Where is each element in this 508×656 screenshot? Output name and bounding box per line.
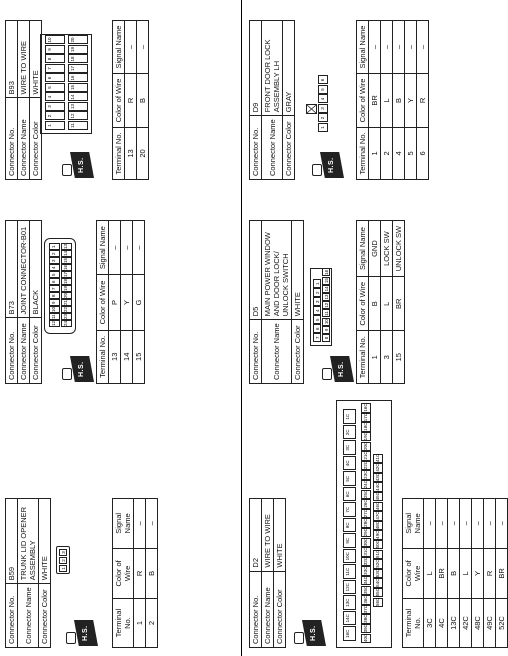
pin: 7 [45,64,65,73]
pin: 16 [324,269,329,275]
th-color-of-wire: Color of Wire [113,548,134,598]
label-connector-name: Connector Name [262,320,292,384]
connector-d2-no: D2 [250,499,262,572]
label-connector-color: Connector Color [39,584,51,648]
table-row: 1 BR – [369,21,381,180]
th-color-of-wire: Color of Wire [403,548,424,598]
pin: 20C [361,442,371,451]
pin: 2 [45,112,65,121]
pin: 3 [313,298,321,307]
pin: 38C [361,614,371,623]
connector-icon [62,368,72,380]
pin: 17 [68,64,88,73]
connector-d2-face [336,400,392,648]
th-terminal-no: Terminal No. [97,330,109,383]
d2-terminal-table [402,498,508,648]
pin: 47C [373,511,383,520]
table-row: 14 Y – [121,221,133,384]
pin: 2 [59,557,67,564]
th-terminal-no: Terminal No. [113,599,134,648]
pin: 49C [373,530,383,539]
pin: 16C [343,627,356,642]
pin: 30C [361,538,371,547]
d9-terminal-table [356,20,429,180]
label-connector-color: Connector Color [283,116,295,180]
label-connector-no: Connector No. [6,584,18,648]
connector-icon [62,164,72,176]
connector-b73 [5,220,42,384]
pin: 16 [61,265,72,272]
connector-d5-face [310,268,332,346]
label-connector-color: Connector Color [30,318,42,384]
th-terminal-no: Terminal No. [113,127,125,179]
pin: 15 [324,278,329,284]
label-connector-name: Connector Name [262,571,274,647]
connector-b59-info [5,498,51,648]
pin: 55C [373,588,383,597]
th-signal-name: Signal Name [97,221,109,275]
pin: 4 [45,93,65,102]
pin: 3C [343,441,356,456]
pin: 22C [361,461,371,470]
pin: 2C [343,425,356,440]
pin: 1C [343,410,356,425]
pin: 48C [373,521,383,530]
connector-d9-name: FRONT DOOR LOCK ASSEMBLY LH [262,21,283,116]
connector-b59-name: TRUNK LID OPENER ASSEMBLY [18,499,39,584]
pin: 16C [361,403,371,412]
pin: 20 [68,36,88,45]
pin: 43C [373,473,383,482]
th-signal-name: Signal Name [113,499,134,549]
pin: 27C [361,509,371,518]
label-connector-color: Connector Color [292,320,304,384]
pin: 1 [49,244,60,251]
connector-d5-pins [356,220,405,384]
pin: 14 [61,251,72,258]
hs-label: H.S. [328,157,335,173]
pin: 26C [361,499,371,508]
pin: 45C [373,492,383,501]
table-row: 4C BR – [436,499,448,648]
connector-b93 [5,20,42,180]
pin: 19C [361,432,371,441]
pin: 12C [343,580,356,595]
connector-b93-name: WIRE TO WIRE [18,21,30,98]
pin: 31C [361,547,371,556]
table-row: 42C L – [460,499,472,648]
connector-d9-info [249,20,295,180]
connector-b93-no: B93 [6,21,18,98]
table-row: 15 G – [133,221,145,384]
pin: 5C [343,472,356,487]
pin: 7 [49,286,60,293]
th-terminal-no: Terminal No. [357,127,369,179]
pin: 50C [373,540,383,549]
connector-icon [322,368,332,380]
pin: 2 [313,289,321,298]
connector-d5-name: MAIN POWER WINDOW AND DOOR LOCK/ UNLOCK SWITCH [262,221,292,320]
harness-side-icon [74,620,98,646]
pin: 44C [373,482,383,491]
pin: 28C [361,518,371,527]
pin: 8C [343,518,356,533]
pin: 52C [373,559,383,568]
th-color-of-wire: Color of Wire [97,275,109,330]
connector-d5-color: WHITE [292,221,304,320]
harness-side-icon [70,356,94,382]
pin: 5 [318,85,328,94]
pin: 36C [361,595,371,604]
label-connector-name: Connector Name [18,98,30,180]
pin: 5 [313,316,321,325]
label-connector-no: Connector No. [250,320,262,384]
table-row: 15 BR UNLOCK SW [393,221,405,384]
connector-d9-face [304,74,330,132]
pin: 17C [361,413,371,422]
pin: 15 [68,83,88,92]
pin: 7 [313,334,321,343]
pin: 11C [343,565,356,580]
table-row: 2 B – [146,499,158,648]
harness-side-icon [70,152,94,178]
th-color-of-wire: Color of Wire [113,74,125,128]
pin: 23 [61,314,72,321]
connector-b73-name: JOINT CONNECTOR-B01 [18,221,30,318]
label-connector-color: Connector Color [30,98,42,180]
connector-b93-info [5,20,42,180]
connector-d9-no: D9 [250,21,262,116]
pin: 25C [361,490,371,499]
pin: 17 [61,272,72,279]
connector-b93-pins [112,20,149,180]
connector-d2-info [249,498,286,648]
pin: 8 [49,293,60,300]
pin: 14 [68,93,88,102]
pin: 8 [45,55,65,64]
connector-b73-pins [96,220,145,384]
connector-d9-color: GRAY [283,21,295,116]
th-signal-name: Signal Name [357,221,369,277]
pin: 39C [361,624,371,633]
b73-terminal-table [96,220,145,384]
th-signal-name: Signal Name [113,21,125,74]
pin: 46C [373,502,383,511]
pin: 10 [49,307,60,314]
pin: 56C [373,598,383,607]
pin: 8 [322,334,330,342]
pin: 14C [343,611,356,626]
table-row: 13 R – [125,21,137,180]
hs-label: H.S. [78,157,85,173]
pin: 24C [361,480,371,489]
hs-label: H.S. [82,625,89,641]
pin: 3 [59,549,67,556]
table-row: 13 P – [109,221,121,384]
harness-side-icon [330,356,354,382]
hs-label: H.S. [78,361,85,377]
pin: 4 [49,265,60,272]
pin: 9 [49,300,60,307]
connector-b93-face [40,34,92,134]
connector-d9-pins [356,20,429,180]
section-divider [241,0,242,656]
pin: 29C [361,528,371,537]
pin: 37C [361,605,371,614]
pin: 21C [361,451,371,460]
th-signal-name: Signal Name [357,21,369,74]
pin: 13 [61,244,72,251]
pin: 6C [343,487,356,502]
table-row: 4 B – [393,21,405,180]
connector-d5-no: D5 [250,221,262,320]
pin: 1 [45,121,65,130]
pin: 9C [343,534,356,549]
pin: 13 [68,102,88,111]
pin: 51C [373,550,383,559]
table-row: 1 R – [134,499,146,648]
pin: 18 [61,279,72,286]
pin: 18C [361,422,371,431]
connector-d2-pins [402,498,508,648]
th-terminal-no: Terminal No. [403,599,424,648]
label-connector-no: Connector No. [6,98,18,180]
harness-side-icon [302,620,326,646]
table-row: 5 Y – [405,21,417,180]
connector-d2-color: WHITE [274,499,286,572]
table-row: 3C L – [424,499,436,648]
pin: 10C [343,549,356,564]
pin: 5 [45,83,65,92]
table-row: 6 R – [417,21,429,180]
pin: 6 [49,279,60,286]
connector-b59 [5,498,51,648]
pin: 2 [318,114,328,123]
connector-d2-name: WIRE TO WIRE [262,499,274,572]
pin: 16 [68,74,88,83]
b59-terminal-table [112,498,158,648]
connector-d5-info [249,220,304,384]
connector-icon [66,632,76,644]
th-signal-name: Signal Name [403,499,424,549]
d5-terminal-table [356,220,405,384]
pin: 18 [68,55,88,64]
label-connector-color: Connector Color [274,571,286,647]
pin: 6 [313,325,321,334]
connector-d5 [249,220,304,384]
label-connector-name: Connector Name [18,318,30,384]
table-row: 1 B GND [369,221,381,384]
lock-key-icon [306,104,317,114]
pin: 13C [343,596,356,611]
label-connector-no: Connector No. [250,116,262,180]
pin: 54C [373,578,383,587]
th-color-of-wire: Color of Wire [357,74,369,128]
pin: 4 [318,95,328,104]
pin: 19 [68,45,88,54]
pin: 12 [324,302,329,308]
connector-b59-no: B59 [6,499,18,584]
connector-b73-info [5,220,42,384]
pin: 41C [373,454,383,463]
pin: 3 [318,104,328,113]
pin: 10 [45,36,65,45]
pin: 3 [49,258,60,265]
pin: 24 [61,321,72,328]
table-row: 2 L – [381,21,393,180]
pin: 3 [45,102,65,111]
pin: 33C [361,566,371,575]
table-row: 20 B – [137,21,149,180]
hs-label: H.S. [338,361,345,377]
pin: 12 [49,321,60,328]
b93-terminal-table [112,20,149,180]
table-row: 49C R – [484,499,496,648]
pin: 6 [45,74,65,83]
pin: 9 [322,326,330,334]
pin: 11 [49,314,60,321]
pin: 10 [324,319,329,325]
connector-icon [312,164,322,176]
connector-d2 [249,498,286,648]
pin: 32C [361,557,371,566]
label-connector-no: Connector No. [6,318,18,384]
th-color-of-wire: Color of Wire [357,277,369,331]
connector-b73-color: BLACK [30,221,42,318]
connector-icon [294,632,304,644]
pin: 12 [68,112,88,121]
pin: 35C [361,586,371,595]
pin: 21 [61,300,72,307]
connector-b93-color: WHITE [30,21,42,98]
connector-b59-color: WHITE [39,499,51,584]
pin: 53C [373,569,383,578]
pin: 42C [373,463,383,472]
label-connector-name: Connector Name [262,116,283,180]
connector-b73-no: B73 [6,221,18,318]
pin: 14 [324,286,329,292]
table-row: 3 L LOCK SW [381,221,393,384]
pin: 23C [361,470,371,479]
pin: 1 [313,280,321,289]
pin: 4C [343,456,356,471]
connector-b59-pins [112,498,158,648]
pin: 1 [59,565,67,572]
label-connector-name: Connector Name [18,584,39,648]
pin: 7C [343,503,356,518]
table-row: 48C Y – [472,499,484,648]
pin: 1 [318,123,328,132]
th-terminal-no: Terminal No. [357,331,369,384]
pin: 20 [61,293,72,300]
pin: 15 [61,258,72,265]
pin: 40C [361,634,371,643]
hs-label: H.S. [310,625,317,641]
pin: 19 [61,286,72,293]
pin: 9 [45,45,65,54]
connector-d9 [249,20,295,180]
pin: 2 [49,251,60,258]
table-row: 13C B – [448,499,460,648]
pin: 34C [361,576,371,585]
pin: 22 [61,307,72,314]
pin: 11 [68,121,88,130]
label-connector-no: Connector No. [250,571,262,647]
pin: 4 [313,307,321,316]
connector-b73-face [44,238,76,334]
table-row: 52C BR – [496,499,508,648]
pin: 5 [49,272,60,279]
pin: 11 [324,311,329,316]
pin: 6 [318,76,328,85]
harness-side-icon [320,152,344,178]
pin: 13 [324,294,329,300]
